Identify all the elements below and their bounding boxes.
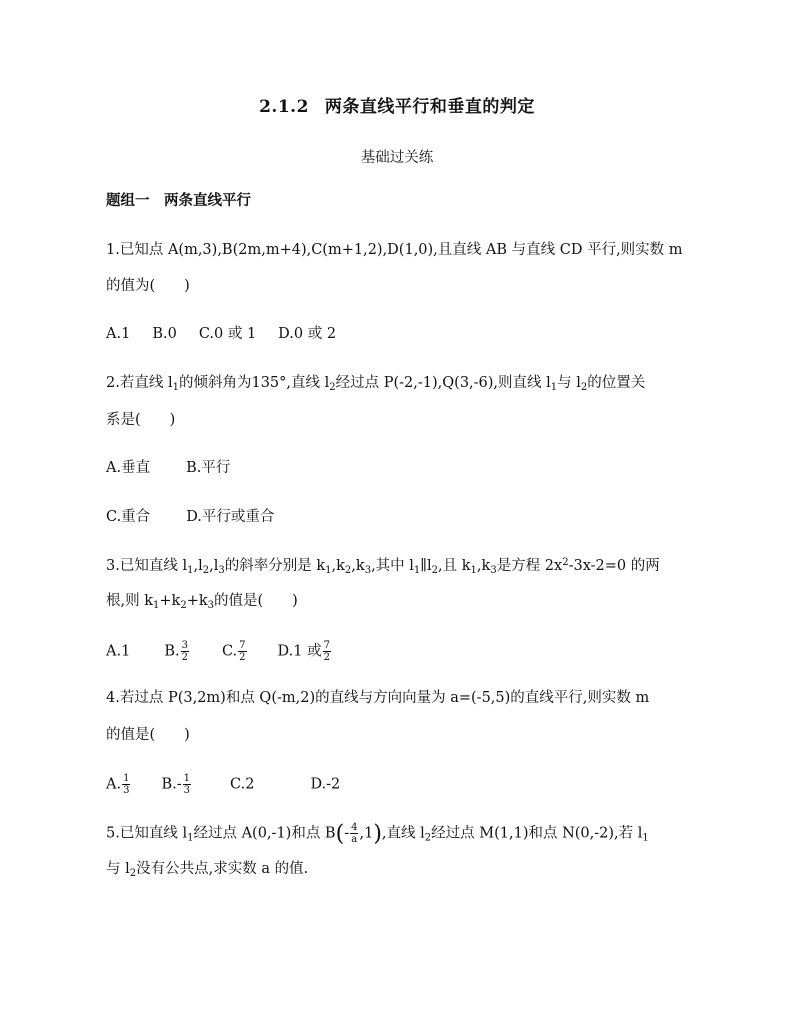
q5-text: ,直线 l xyxy=(381,825,425,842)
q3-text: ,k xyxy=(351,558,365,574)
q2-text: 2.若直线 l xyxy=(106,375,173,391)
q3-sub: 3 xyxy=(490,565,497,576)
q4-option-d: D.-2 xyxy=(310,776,341,793)
q3-option-b: B. xyxy=(164,643,180,660)
q3-text: ,l xyxy=(209,558,219,574)
q3-text: 的斜率分别是 k xyxy=(224,558,326,574)
q2-text: 与 l xyxy=(557,375,581,391)
q3-line1 xyxy=(106,556,660,576)
q3-text: +k xyxy=(159,593,181,609)
fraction xyxy=(122,773,130,796)
fraction xyxy=(323,640,331,663)
denominator: a xyxy=(351,834,358,845)
q4-line2: 的值是( ) xyxy=(106,727,190,743)
q3-text: ,其中 l xyxy=(371,558,414,574)
q3-option-c: C. xyxy=(221,643,238,660)
q1-options xyxy=(106,324,336,344)
q2-options-row2 xyxy=(106,507,274,527)
q3-options xyxy=(106,640,332,663)
q5-text: 经过点 M(1,1)和点 N(0,-2),若 l xyxy=(431,825,643,842)
q1-option-b: B.0 xyxy=(152,326,177,342)
paren-left: ( xyxy=(335,821,345,847)
q3-sub: 1 xyxy=(153,600,160,611)
q3-text: ∥l xyxy=(420,558,432,574)
q5-line2 xyxy=(106,859,308,879)
fraction xyxy=(183,773,191,796)
q3-text: ,l xyxy=(193,558,203,574)
q1-option-a: A.1 xyxy=(106,326,131,342)
q2-sub: 2 xyxy=(580,382,588,393)
q5-line1 xyxy=(106,822,649,845)
q3-text: 的值是( ) xyxy=(214,593,298,609)
q3-sub: 1 xyxy=(413,565,421,576)
q2-text: 的倾斜角为135°,直线 l xyxy=(178,375,330,391)
denominator: 3 xyxy=(123,785,130,796)
q2-options-row1 xyxy=(106,458,230,478)
q2-sub: 2 xyxy=(329,382,336,393)
fraction xyxy=(238,640,246,663)
fraction xyxy=(181,640,189,663)
denominator: 2 xyxy=(323,652,330,663)
q3-sub: 1 xyxy=(470,565,477,576)
q1-option-d: D.0 或 2 xyxy=(278,326,337,342)
q2-line1 xyxy=(106,373,645,393)
q3-option-a: A.1 xyxy=(106,643,131,660)
q2-sub: 1 xyxy=(550,382,558,393)
q2-text: 的位置关 xyxy=(587,375,646,391)
q4-options xyxy=(106,773,340,796)
q1-option-c: C.0 或 1 xyxy=(198,326,257,342)
q4-line1: 4.若过点 P(3,2m)和点 Q(-m,2)的直线与方向向量为 a=(-5,5)的直线平行,则实数 m xyxy=(106,690,650,706)
q3-text: 3.已知直线 l xyxy=(106,558,188,574)
page-title xyxy=(0,92,794,117)
q5-sub: 2 xyxy=(424,832,432,844)
numerator: 4 xyxy=(351,822,358,833)
numerator: 1 xyxy=(123,773,130,784)
denominator: 3 xyxy=(183,785,191,796)
q5-sub: 1 xyxy=(642,832,649,844)
q3-text: ,且 k xyxy=(438,558,471,574)
q2-sub: 1 xyxy=(172,382,179,393)
paren-right: ) xyxy=(373,821,382,847)
q2-option-c: C.重合 xyxy=(106,509,151,525)
q3-sub: 3 xyxy=(218,565,225,576)
fraction xyxy=(350,822,358,845)
q1-line2: 的值为( ) xyxy=(106,278,190,294)
section-number: 2.1.2 xyxy=(259,97,309,117)
q3-text: -3x-2=0 的两 xyxy=(568,558,660,574)
numerator: 1 xyxy=(183,773,191,784)
q3-sub: 2 xyxy=(180,600,187,611)
denominator: 2 xyxy=(181,652,188,663)
denominator: 2 xyxy=(239,652,246,663)
q3-sub: 3 xyxy=(364,565,372,576)
q3-sub: 2 xyxy=(431,565,439,576)
q4-option-c: C.2 xyxy=(230,776,255,793)
q2-line2: 系是( ) xyxy=(106,412,176,428)
q3-sub: 2 xyxy=(202,565,210,576)
q5-text: - xyxy=(344,825,350,842)
group-heading: 题组一 两条直线平行 xyxy=(106,192,251,209)
q3-text: +k xyxy=(186,593,208,609)
q5-text: ,1 xyxy=(359,825,374,842)
q3-sup: 2 xyxy=(562,557,569,568)
subtitle: 基础过关练 xyxy=(360,150,434,166)
q5-text: 与 l xyxy=(106,861,130,877)
q3-text: ,k xyxy=(331,558,345,574)
q3-sub: 2 xyxy=(344,565,352,576)
section-title: 两条直线平行和垂直的判定 xyxy=(324,97,535,117)
q2-text: 经过点 P(-2,-1),Q(3,-6),则直线 l xyxy=(335,375,551,391)
q5-text: 5.已知直线 l xyxy=(106,825,188,842)
q4-option-b: B.- xyxy=(161,776,182,793)
q3-option-d: D.1 或 xyxy=(277,643,322,660)
q4-option-a: A. xyxy=(106,776,122,793)
q2-option-d: D.平行或重合 xyxy=(186,509,275,525)
q3-sub: 1 xyxy=(187,565,194,576)
q5-sub: 1 xyxy=(187,832,194,844)
numerator: 7 xyxy=(239,640,246,651)
q3-text: ,k xyxy=(476,558,491,574)
q3-text: 根,则 k xyxy=(106,593,154,609)
numerator: 7 xyxy=(323,640,330,651)
q2-option-a: A.垂直 xyxy=(106,460,151,476)
numerator: 3 xyxy=(181,640,188,651)
q3-sub: 1 xyxy=(325,565,332,576)
q3-sub: 3 xyxy=(207,600,215,611)
q5-text: 没有公共点,求实数 a 的值. xyxy=(136,861,309,877)
q1-line1: 1.已知点 A(m,3),B(2m,m+4),C(m+1,2),D(1,0),且直线 AB 与直线 CD 平行,则实数 m xyxy=(106,242,683,258)
q5-text: 经过点 A(0,-1)和点 B xyxy=(193,825,336,842)
q3-line2 xyxy=(106,591,298,611)
q3-text: 是方程 2x xyxy=(496,558,563,574)
q5-sub: 2 xyxy=(129,868,137,879)
q2-option-b: B.平行 xyxy=(186,460,231,476)
